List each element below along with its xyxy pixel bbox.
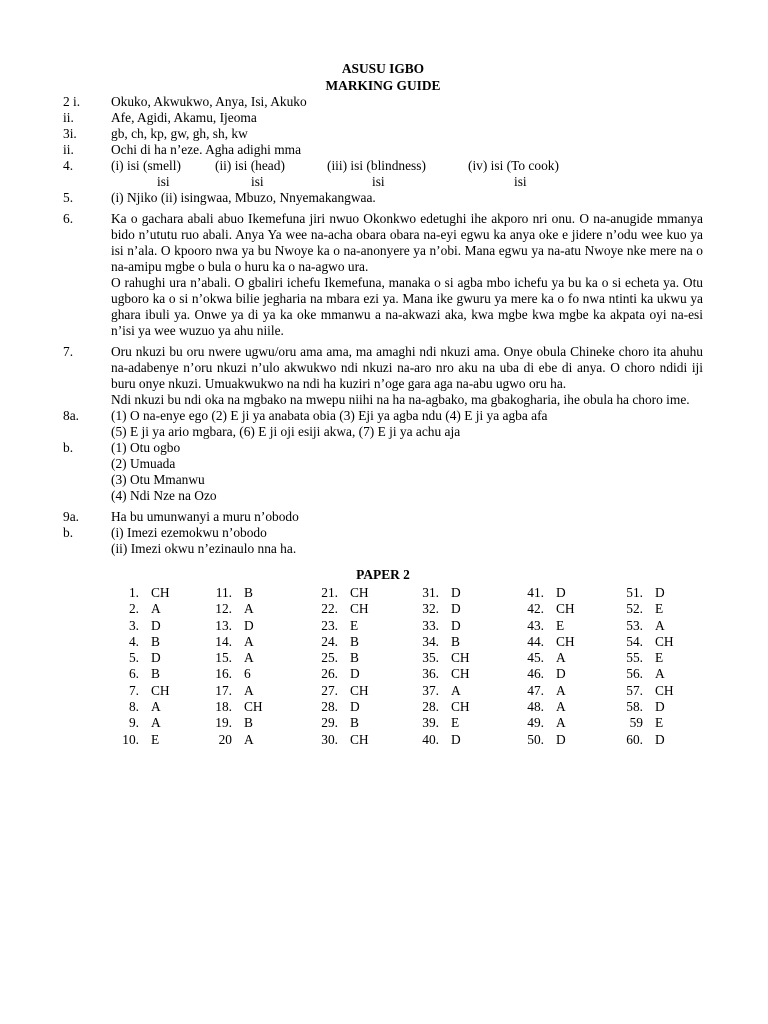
answer-letter: CH (556, 601, 575, 617)
question-number: 16. (215, 666, 232, 682)
answer-letter: B (244, 715, 253, 731)
q4-option: (iii) isi (blindness) (327, 158, 426, 173)
question-number: 39. (422, 715, 439, 731)
answer-item-8a (63, 408, 703, 440)
answer-item-9a (63, 509, 703, 525)
answer-letter: D (556, 731, 566, 747)
answer-letter: D (655, 699, 665, 715)
question-number: 1. (128, 585, 139, 600)
answer-letter: CH (655, 682, 674, 698)
question-number: 47. (527, 682, 544, 698)
answer-letter: A (655, 666, 665, 682)
answer-letter: CH (244, 699, 263, 715)
answer-letter: D (655, 585, 665, 600)
question-number: 40. (422, 731, 439, 747)
q4-sub: isi (372, 174, 385, 189)
answer-letter: B (350, 633, 359, 649)
question-number: 35. (422, 650, 439, 666)
answer-letter: E (556, 617, 565, 633)
question-number: 7. (128, 682, 139, 698)
answer-row (111, 634, 695, 650)
answer-letter: CH (350, 731, 369, 747)
question-number: 56. (626, 666, 643, 682)
question-number: 37. (422, 682, 439, 698)
question-number: 32. (422, 601, 439, 617)
item-text: Ochi di ha n’eze. Agha adighi mma (111, 142, 302, 157)
question-number: 2. (128, 601, 139, 617)
item-text: gb, ch, kp, gw, gh, sh, kw (111, 126, 248, 141)
question-number: 21. (321, 585, 338, 600)
item-number: 9a. (63, 509, 79, 524)
answer-table (111, 585, 695, 748)
question-number: 53. (626, 617, 643, 633)
question-number: 28. (422, 699, 439, 715)
question-number: 41. (527, 585, 544, 600)
answer-letter: CH (151, 585, 170, 600)
question-number: 33. (422, 617, 439, 633)
answer-row (111, 666, 695, 682)
question-number: 50. (527, 731, 544, 747)
answer-letter: A (556, 699, 566, 715)
answer-letter: E (655, 601, 664, 617)
item-text: (5) E ji ya ario mgbara, (6) E ji oji esiji akwa, (7) E ji ya achu aja (111, 424, 461, 439)
question-number: 52. (626, 601, 643, 617)
item-number: 4. (63, 158, 74, 173)
answer-letter: CH (655, 633, 674, 649)
question-number: 24. (321, 633, 338, 649)
answer-letter: D (451, 585, 461, 600)
answer-letter: D (451, 601, 461, 617)
question-number: 13. (215, 617, 232, 633)
question-number: 60. (626, 731, 643, 747)
list-item: (1) Otu ogbo (111, 440, 181, 455)
item-number: 5. (63, 190, 74, 205)
question-number: 3. (128, 617, 139, 633)
answer-letter: CH (350, 601, 369, 617)
question-number: 48. (527, 699, 544, 715)
question-number: 9. (128, 715, 139, 731)
answer-item-4 (63, 158, 703, 190)
paragraph: Ndi nkuzi bu ndi oka na mgbako na mwepu niihi na ha na-agbako, ma gbakogharia, ihe obula ha choro ime. (111, 392, 690, 407)
item-number: 6. (63, 211, 74, 226)
answer-letter: CH (451, 650, 470, 666)
question-number: 49. (527, 715, 544, 731)
answer-letter: D (556, 585, 566, 600)
paragraph: O rahughi ura n’abali. O gbaliri ichefu Ikemefuna, manaka o si agba mbo ichefu ya bu ka o si echeta ya. Otu ugboro ka o si n’okwa bilie jegharia na mbara ezi ya. Mana ike gwuru ya mere ka o fo nwa ntinti ka ukwu ya ghara ibuli ya. Onwe ya di ya ka oke mmanwu a na-akwazi aka, kwa mgbe kwa mgbe ka akpata oyi na-esi n’isi ya wee wuzuo ya ahu niile. (111, 275, 703, 338)
answer-letter: CH (350, 682, 369, 698)
answer-item (63, 142, 703, 158)
answer-letter: A (556, 682, 566, 698)
question-number: 20 (218, 731, 232, 747)
answer-item (63, 126, 703, 142)
question-number: 12. (215, 601, 232, 617)
item-text: Ha bu umunwanyi a muru n’obodo (111, 509, 299, 524)
answer-item-8b (63, 440, 703, 504)
answer-letter: E (655, 650, 664, 666)
q4-sub-answers (111, 174, 703, 190)
paragraph: Oru nkuzi bu oru nwere ugwu/oru ama ama, ma amaghi ndi nkuzi ama. Onye obula Chineke choro ita ahuhu na-adabenye n’oru nkuzi n’ulo akwukwo ndi nkuzi na-aro nro aku na uba di ebe di anya. O choro ndidi iji buru onye nkuzi. Umuakwukwo na ndi ha kuziri n’oge gara aga na-abu ugwo oru ha. (111, 344, 703, 391)
answer-letter: D (151, 617, 161, 633)
list-item: (2) Umuada (111, 456, 176, 471)
q4-sub: isi (251, 174, 264, 189)
answer-row (111, 732, 695, 748)
answer-letter: D (244, 617, 254, 633)
answer-letter: A (244, 682, 254, 698)
question-number: 55. (626, 650, 643, 666)
answer-row (111, 683, 695, 699)
question-number: 42. (527, 601, 544, 617)
item-text: (i) Njiko (ii) isingwaa, Mbuzo, Nnyemakangwaa. (111, 190, 376, 205)
answer-item (63, 110, 703, 126)
answer-letter: D (350, 699, 360, 715)
answer-row (111, 585, 695, 601)
answer-letter: A (655, 617, 665, 633)
question-number: 11. (215, 585, 232, 600)
answer-item-9b (63, 525, 703, 557)
question-number: 59 (629, 715, 643, 731)
paper2-answer-key (63, 585, 703, 748)
answer-letter: A (556, 715, 566, 731)
paragraph: Ka o gachara abali abuo Ikemefuna jiri nwuo Okonkwo edetughi ihe akporo nri onu. O na-anugide mmanya bido n’ututu ruo abali. Anya Ya wee na-acha obara obara na-eyi egwu ka anya oke e jidere n’odu wee kuo ya isi n’ala. O kpooro nwa ya bu Nwoye ka o na-anonyere ya n’obi. Mana egwu ya na-atu Nwoye nke mere na o na-amipu mgbe o bula o huru ka o na-agwo ura. (111, 211, 703, 274)
list-item: (4) Ndi Nze na Ozo (111, 488, 217, 503)
question-number: 6. (128, 666, 139, 682)
answer-letter: A (244, 650, 254, 666)
question-number: 46. (527, 666, 544, 682)
answer-letter: A (151, 699, 161, 715)
answer-letter: D (451, 617, 461, 633)
answer-letter: A (244, 633, 254, 649)
answer-item (63, 94, 703, 110)
question-number: 57. (626, 682, 643, 698)
question-number: 17. (215, 682, 232, 698)
answer-letter: E (350, 617, 359, 633)
question-number: 54. (626, 633, 643, 649)
question-number: 27. (321, 682, 338, 698)
answer-letter: E (655, 715, 664, 731)
answer-letter: D (655, 731, 665, 747)
paper2-title: PAPER 2 (356, 567, 410, 582)
q4-sub: isi (157, 174, 170, 189)
answer-letter: D (451, 731, 461, 747)
question-number: 29. (321, 715, 338, 731)
answer-letter: A (151, 601, 161, 617)
item-number: b. (63, 525, 74, 540)
question-number: 10. (122, 731, 139, 747)
question-number: 44. (527, 633, 544, 649)
answer-row (111, 699, 695, 715)
question-number: 25. (321, 650, 338, 666)
answer-letter: CH (451, 699, 470, 715)
answer-letter: A (151, 715, 161, 731)
question-number: 28. (321, 699, 338, 715)
item-number: 8a. (63, 408, 79, 423)
item-text: (1) O na-enye ego (2) E ji ya anabata obia (3) Eji ya agba ndu (4) E ji ya agba afa (111, 408, 548, 423)
q4-option: (ii) isi (head) (215, 158, 285, 173)
question-number: 14. (215, 633, 232, 649)
marking-guide-page (63, 60, 703, 748)
question-number: 45. (527, 650, 544, 666)
question-number: 30. (321, 731, 338, 747)
answer-letter: A (244, 601, 254, 617)
q4-sub: isi (514, 174, 527, 189)
question-number: 43. (527, 617, 544, 633)
answer-letter: A (244, 731, 254, 747)
answer-letter: D (556, 666, 566, 682)
question-number: 26. (321, 666, 338, 682)
item-text: Afe, Agidi, Akamu, Ijeoma (111, 110, 257, 125)
question-number: 4. (128, 633, 139, 649)
question-number: 58. (626, 699, 643, 715)
question-number: 5. (128, 650, 139, 666)
answer-row (111, 650, 695, 666)
question-number: 23. (321, 617, 338, 633)
answer-item-5 (63, 190, 703, 206)
item-number: ii. (63, 142, 74, 157)
answer-letter: E (151, 731, 160, 747)
list-item: (ii) Imezi okwu n’ezinaulo nna ha. (111, 541, 297, 556)
answer-letter: D (350, 666, 360, 682)
answer-letter: A (556, 650, 566, 666)
answer-letter: A (451, 682, 461, 698)
q4-options (111, 158, 703, 174)
answer-letter: B (350, 650, 359, 666)
item-number: 3i. (63, 126, 77, 141)
answer-letter: B (244, 585, 253, 600)
question-number: 8. (128, 699, 139, 715)
document-subtitle: MARKING GUIDE (325, 78, 441, 93)
answer-letter: CH (451, 666, 470, 682)
answer-letter: E (451, 715, 460, 731)
question-number: 36. (422, 666, 439, 682)
answer-letter: 6 (244, 666, 251, 682)
item-number: b. (63, 440, 74, 455)
answer-item-7 (63, 344, 703, 408)
answer-letter: CH (350, 585, 369, 600)
answer-letter: CH (556, 633, 575, 649)
answer-letter: B (350, 715, 359, 731)
question-number: 34. (422, 633, 439, 649)
item-number: 7. (63, 344, 74, 359)
document-title: ASUSU IGBO (341, 61, 425, 76)
answer-letter: B (151, 633, 160, 649)
list-item: (3) Otu Mmanwu (111, 472, 205, 487)
question-number: 31. (422, 585, 439, 600)
question-number: 15. (215, 650, 232, 666)
answer-row (111, 715, 695, 731)
answer-row (111, 601, 695, 617)
question-number: 19. (215, 715, 232, 731)
question-number: 18. (215, 699, 232, 715)
answer-letter: B (451, 633, 460, 649)
answer-letter: CH (151, 682, 170, 698)
list-item: (i) Imezi ezemokwu n’obodo (111, 525, 267, 540)
item-number: ii. (63, 110, 74, 125)
answer-item-6 (63, 211, 703, 339)
item-text: Okuko, Akwukwo, Anya, Isi, Akuko (111, 94, 307, 109)
answer-letter: B (151, 666, 160, 682)
question-number: 22. (321, 601, 338, 617)
answer-letter: D (151, 650, 161, 666)
item-number: 2 i. (63, 94, 81, 109)
answer-row (111, 618, 695, 634)
question-number: 51. (626, 585, 643, 600)
q4-option: (i) isi (smell) (111, 158, 181, 173)
q4-option: (iv) isi (To cook) (468, 158, 559, 173)
